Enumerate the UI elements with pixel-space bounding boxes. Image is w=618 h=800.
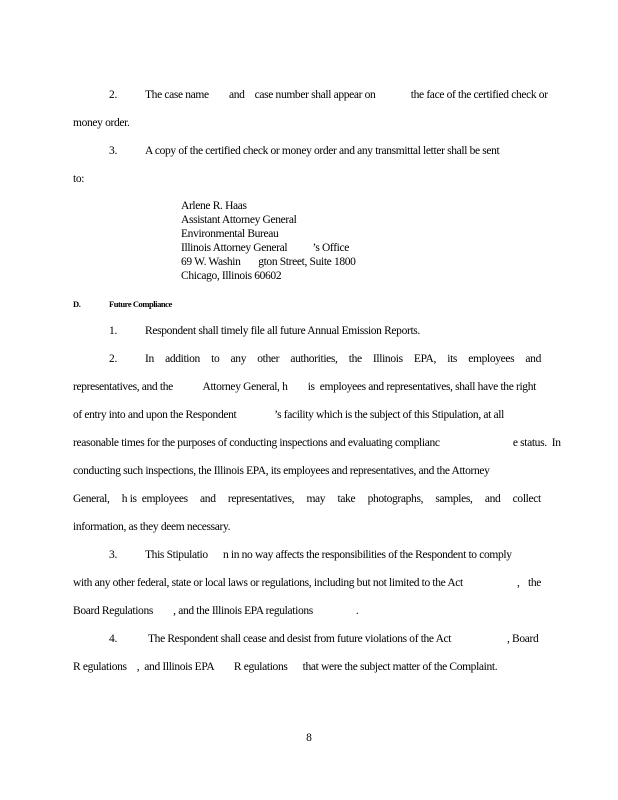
item2-line3: of entry into and upon the Respondent ’s facility which is the subject of this Stipulation, at all — [73, 409, 504, 421]
item3-line1: This Stipulatio n in no way affects the responsibilities of the Respondent to comply — [145, 549, 512, 561]
item2-number: 2. — [109, 353, 118, 365]
word: and — [525, 353, 541, 365]
word: its — [447, 353, 458, 365]
item1-number: 1. — [109, 325, 118, 337]
address-title: Assistant Attorney General — [181, 214, 297, 226]
item4-line2: R egulations , and Illinois EPA R egulations that were the subject matter of the Complaint. — [73, 661, 498, 673]
para2-number: 2. — [109, 89, 118, 101]
item1-text: Respondent shall timely file all future Annual Emission Reports. — [145, 325, 420, 337]
word: the — [348, 353, 362, 365]
word: may — [306, 493, 326, 505]
item2-line5: conducting such inspections, the Illinois EPA, its employees and representatives, and the Attorney — [73, 465, 490, 477]
word: and — [200, 493, 216, 505]
word: samples, — [435, 493, 473, 505]
item4-line1-right: , Board — [507, 633, 539, 645]
address-block — [181, 199, 356, 283]
address-bureau: Environmental Bureau — [181, 228, 279, 240]
word: EPA, — [413, 353, 437, 365]
word: other — [257, 353, 280, 365]
word: In — [145, 353, 154, 365]
address-office: Illinois Attorney General ’s Office — [181, 242, 350, 254]
address-name: Arlene R. Haas — [181, 200, 247, 212]
para3-line2: to: — [73, 173, 85, 185]
section-title: Future Compliance — [109, 299, 172, 309]
item2-line6 — [73, 492, 541, 506]
word: authorities, — [290, 353, 338, 365]
item3-line2-left: with any other federal, state or local laws or regulations, including but not limited to the Act — [73, 577, 463, 589]
para2-line1: The case name and case number shall appear on the face of the certified check or — [145, 89, 548, 101]
section-letter: D. — [73, 299, 81, 309]
word: collect — [512, 493, 541, 505]
para3-line1: A copy of the certified check or money order and any transmittal letter shall be sent — [145, 145, 500, 157]
item3-line3: Board Regulations , and the Illinois EPA regulations . — [73, 605, 359, 617]
word: any — [230, 353, 247, 365]
word: Illinois — [372, 353, 403, 365]
word: h is employees — [121, 493, 188, 505]
word: representatives, — [227, 493, 295, 505]
address-city: Chicago, Illinois 60602 — [181, 270, 282, 282]
item4-line1-left: The Respondent shall cease and desist from future violations of the Act — [148, 633, 452, 645]
item2-line2: representatives, and the Attorney General, h is employees and representatives, shall have the right — [73, 381, 536, 393]
word: addition — [165, 353, 200, 365]
item3-line2-comma: , — [517, 577, 520, 589]
item2-line1 — [145, 352, 541, 366]
word: and — [484, 493, 501, 505]
para3-number: 3. — [109, 145, 118, 157]
item4-number: 4. — [109, 633, 118, 645]
address-street: 69 W. Washin gton Street, Suite 1800 — [181, 256, 356, 268]
word: General, — [73, 493, 110, 505]
item3-line2-right: the — [528, 577, 541, 589]
word: photographs, — [367, 493, 424, 505]
item2-line7: information, as they deem necessary. — [73, 521, 231, 533]
item3-number: 3. — [109, 549, 118, 561]
item2-line4: reasonable times for the purposes of conducting inspections and evaluating complianc e status. In — [73, 437, 561, 449]
word: to — [211, 353, 220, 365]
page-number: 8 — [306, 732, 312, 744]
word: take — [337, 493, 356, 505]
para2-line2: money order. — [73, 117, 130, 129]
word: employees — [468, 353, 515, 365]
